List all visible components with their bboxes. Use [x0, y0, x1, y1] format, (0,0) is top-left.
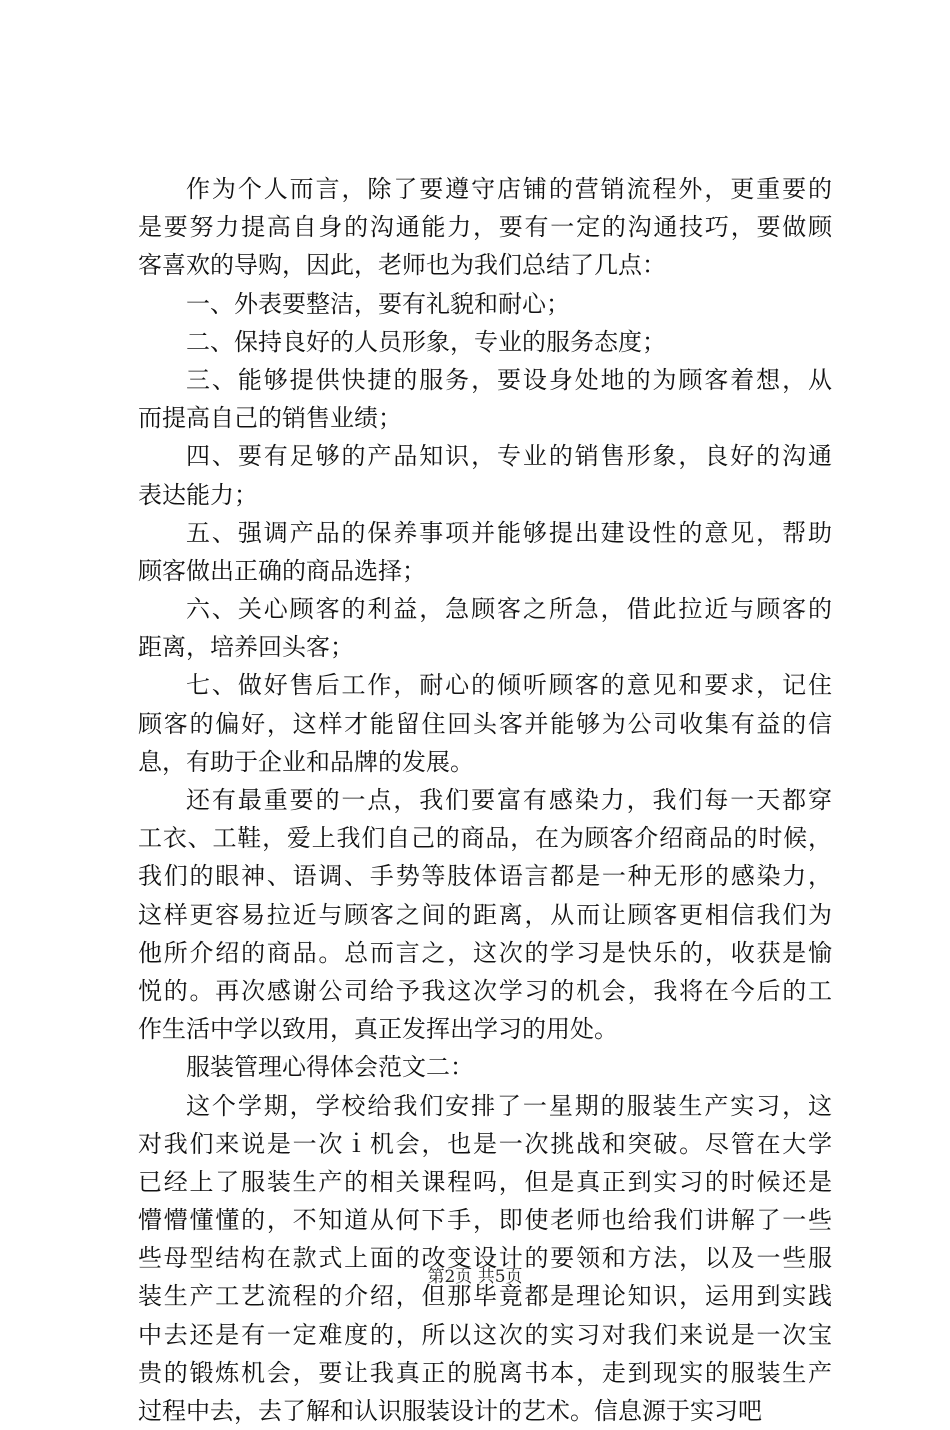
paragraph-line: 懵懵懂懂的，不知道从何下手，即使老师也给我们讲解了一些: [138, 1206, 832, 1235]
paragraph-line: 已经上了服装生产的相关课程吗，但是真正到实习的时候还是: [138, 1167, 832, 1196]
paragraph-line: 作为个人而言，除了要遵守店铺的营销流程外，更重要的: [186, 175, 832, 203]
list-item-continuation: 顾客的偏好，这样才能留住回头客并能够为公司收集有益的信: [138, 709, 832, 738]
paragraph-line: 悦的。再次感谢公司给予我这次学习的机会，我将在今后的工: [138, 976, 832, 1005]
list-item-continuation: 距离，培养回头客；: [138, 633, 354, 662]
list-item: 二、保持良好的人员形象，专业的服务态度；: [186, 327, 666, 356]
paragraph-line: 装生产工艺流程的介绍，但那毕竟都是理论知识，运用到实践: [138, 1282, 832, 1311]
list-item: 七、做好售后工作，耐心的倾听顾客的意见和要求，记住: [186, 671, 832, 700]
list-item-continuation: 顾客做出正确的商品选择；: [138, 556, 426, 585]
paragraph-line: 过程中去，去了解和认识服装设计的艺术。信息源于实习吧: [138, 1397, 762, 1425]
paragraph-line: 些母型结构在款式上面的改变设计的要领和方法，以及一些服: [138, 1244, 832, 1273]
page-number-footer: 第2页 共5页: [427, 1267, 523, 1287]
paragraph-line: 中去还是有一定难度的，所以这次的实习对我们来说是一次宝: [138, 1320, 832, 1349]
paragraph-line: 他所介绍的商品。总而言之，这次的学习是快乐的，收获是愉: [138, 938, 832, 967]
paragraph-line: 工衣、工鞋，爱上我们自己的商品，在为顾客介绍商品的时候，: [138, 824, 832, 853]
list-item: 六、关心顾客的利益，急顾客之所急，借此拉近与顾客的: [186, 595, 832, 624]
list-item: 三、能够提供快捷的服务，要设身处地的为顾客着想，从: [186, 365, 832, 394]
paragraph-line: 对我们来说是一次ｉ机会，也是一次挑战和突破。尽管在大学: [138, 1129, 832, 1158]
document-body: [138, 170, 832, 1430]
paragraph-line: 这个学期，学校给我们安排了一星期的服装生产实习，这: [186, 1091, 832, 1120]
paragraph-line: 客喜欢的导购，因此，老师也为我们总结了几点：: [138, 251, 666, 280]
list-item: 四、要有足够的产品知识，专业的销售形象，良好的沟通: [186, 442, 832, 471]
section-heading: 服装管理心得体会范文二：: [186, 1053, 474, 1082]
paragraph-line: 我们的眼神、语调、手势等肢体语言都是一种无形的感染力，: [138, 862, 832, 891]
paragraph-line: 作生活中学以致用，真正发挥出学习的用处。: [138, 1015, 618, 1044]
paragraph-line: 是要努力提高自身的沟通能力，要有一定的沟通技巧，要做顾: [138, 213, 832, 242]
paragraph-line: 贵的锻炼机会，要让我真正的脱离书本，走到现实的服装生产: [138, 1358, 832, 1387]
list-item-continuation: 而提高自己的销售业绩；: [138, 404, 402, 433]
list-item-continuation: 息，有助于企业和品牌的发展。: [138, 747, 474, 776]
list-item-continuation: 表达能力；: [138, 480, 258, 509]
list-item: 五、强调产品的保养事项并能够提出建设性的意见，帮助: [186, 518, 832, 547]
list-item: 一、外表要整洁，要有礼貌和耐心；: [186, 289, 570, 318]
paragraph-line: 这样更容易拉近与顾客之间的距离，从而让顾客更相信我们为: [138, 900, 832, 929]
paragraph-line: 还有最重要的一点，我们要富有感染力，我们每一天都穿: [186, 786, 832, 814]
